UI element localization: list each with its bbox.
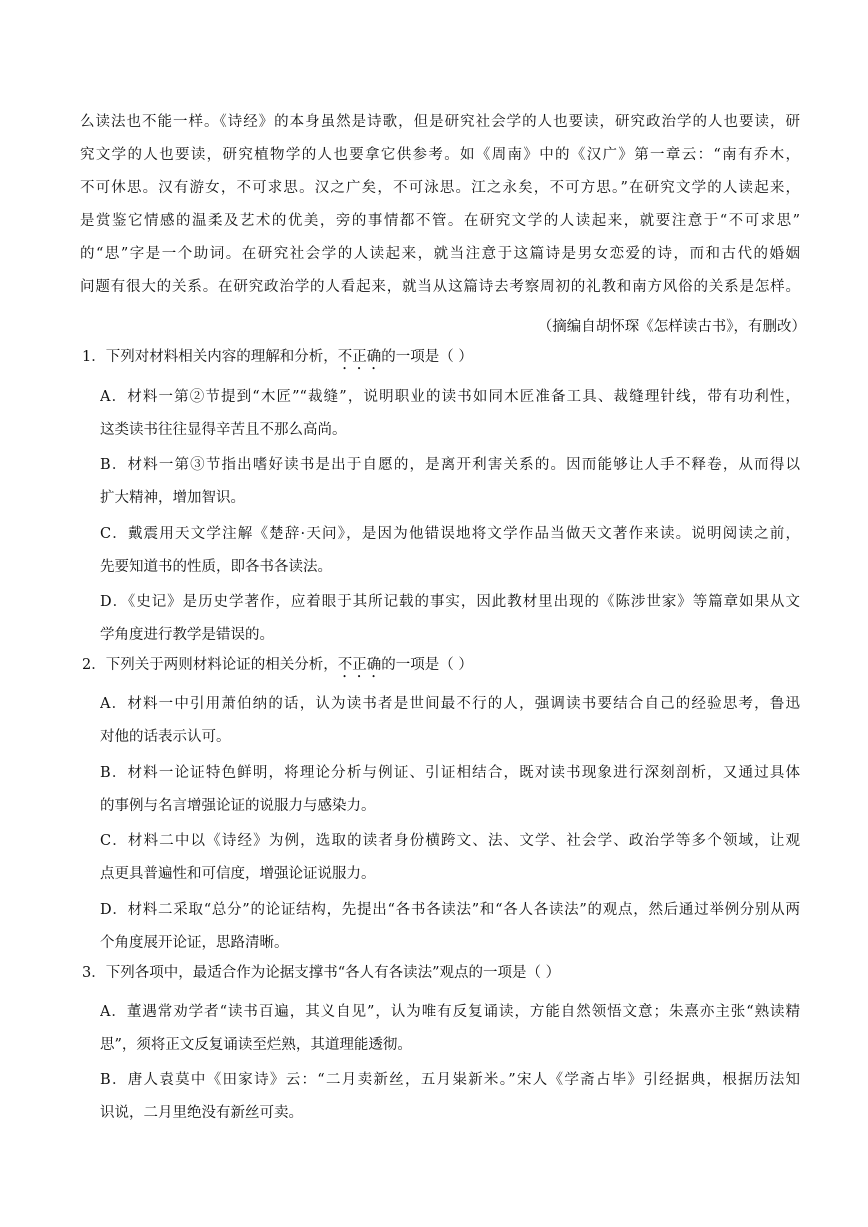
question-stem-text: 1．下列对材料相关内容的理解和分析， xyxy=(82,349,338,365)
question-stem-text: 3．下列各项中，最适合作为论据支撑书“各人有各读法”观点的一项是（ ） xyxy=(82,965,561,981)
question-3-stem xyxy=(82,957,812,990)
emphasis-text: 不正确 xyxy=(337,657,382,673)
passage-line: 么读法也不能一样。《诗经》的本身虽然是诗歌，但是研究社会学的人也要读，研究政治学的人也要读，研 xyxy=(80,114,800,130)
question-3-option-a xyxy=(100,996,800,1062)
option-line: 扩大精神，增加智识。 xyxy=(100,490,245,506)
passage-line: 是赏鉴它情感的温柔及艺术的优美，旁的事情都不管。在研究文学的人读起来，就要注意于“不可求思” xyxy=(80,213,800,229)
option-line: A．材料一第②节提到“木匠”“裁缝”，说明职业的读书如同木匠准备工具、裁缝理针线，带有功利性， xyxy=(100,389,800,405)
question-2-option-b xyxy=(100,757,800,823)
option-line: C．戴震用天文学注解《楚辞·天问》，是因为他错误地将文学作品当做天文著作来读。说明阅读之前， xyxy=(100,526,800,542)
question-3-option-b xyxy=(100,1064,800,1130)
option-line: B．材料一论证特色鲜明，将理论分析与例证、引证相结合，既对读书现象进行深刻剖析，又通过具体 xyxy=(100,765,800,781)
passage-source: （摘编自胡怀琛《怎样读古书》，有删改） xyxy=(537,319,806,335)
question-stem-text: 的一项是（ ） xyxy=(381,349,473,365)
passage-line: 的“思”字是一个助词。在研究社会学的人读起来，就当注意于这篇诗是男女恋爱的诗，而和古代的婚姻 xyxy=(80,246,800,262)
question-1-option-b xyxy=(100,449,800,515)
option-line: 点更具普遍性和可信度，增强论证说服力。 xyxy=(100,866,376,882)
question-2-option-c xyxy=(100,825,800,891)
option-line: 先要知道书的性质，即各书各读法。 xyxy=(100,559,332,575)
option-line: 个角度展开论证，思路清晰。 xyxy=(100,935,289,951)
question-stem-text: 2．下列关于两则材料论证的相关分析， xyxy=(82,657,338,673)
question-1-option-c xyxy=(100,518,800,584)
option-line: A．材料一中引用萧伯纳的话，认为读书者是世间最不行的人，强调读书要结合自己的经验思考，鲁迅 xyxy=(100,696,800,712)
option-line: 学角度进行教学是错误的。 xyxy=(100,627,274,643)
option-line: D．材料二采取“总分”的论证结构，先提出“各书各读法”和“各人各读法”的观点，然后通过举例分别从两 xyxy=(100,902,800,918)
passage-line: 问题有很大的关系。在研究政治学的人看起来，就当从这篇诗去考察周初的礼教和南方风俗的关系是怎样。 xyxy=(80,279,800,295)
question-1-option-a xyxy=(100,381,800,447)
option-line: D．《史记》是历史学著作，应着眼于其所记载的事实，因此教材里出现的《陈涉世家》等篇章如果从文 xyxy=(100,594,800,610)
passage-line: 不可休思。汉有游女，不可求思。汉之广矣，不可泳思。江之永矣，不可方思。”在研究文学的人读起来， xyxy=(80,180,800,196)
option-line: 识说，二月里绝没有新丝可卖。 xyxy=(100,1105,303,1121)
option-line: 这类读书往往显得辛苦且不那么高尚。 xyxy=(100,422,347,438)
emphasis-text: 不正确 xyxy=(337,349,382,365)
question-stem-text: 的一项是（ ） xyxy=(381,657,473,673)
question-1-stem xyxy=(82,341,812,374)
passage-line: 究文学的人也要读，研究植物学的人也要拿它供参考。如《周南》中的《汉广》第一章云：“南有乔木， xyxy=(80,147,800,163)
option-line: 思”，须将正文反复诵读至烂熟，其道理能透彻。 xyxy=(100,1037,412,1053)
question-2-stem xyxy=(82,649,812,682)
option-line: C．材料二中以《诗经》为例，选取的读者身份横跨文、法、文学、社会学、政治学等多个领域，让观 xyxy=(100,833,800,849)
question-1-option-d xyxy=(100,586,800,652)
option-line: A．董遇常劝学者“读书百遍，其义自见”，认为唯有反复诵读，方能自然领悟文意；朱熹亦主张“熟读精 xyxy=(100,1004,800,1020)
option-line: 的事例与名言增强论证的说服力与感染力。 xyxy=(100,798,376,814)
question-2-option-d xyxy=(100,894,800,960)
option-line: B．唐人袁莫中《田家诗》云：“二月卖新丝，五月粜新米。”宋人《学斋占毕》引经据典，根据历法知 xyxy=(100,1072,800,1088)
passage-paragraph xyxy=(80,106,800,304)
option-line: 对他的话表示认可。 xyxy=(100,729,231,745)
option-line: B．材料一第③节指出嗜好读书是出于自愿的，是离开利害关系的。因而能够让人手不释卷，从而得以 xyxy=(100,457,800,473)
question-2-option-a xyxy=(100,688,800,754)
